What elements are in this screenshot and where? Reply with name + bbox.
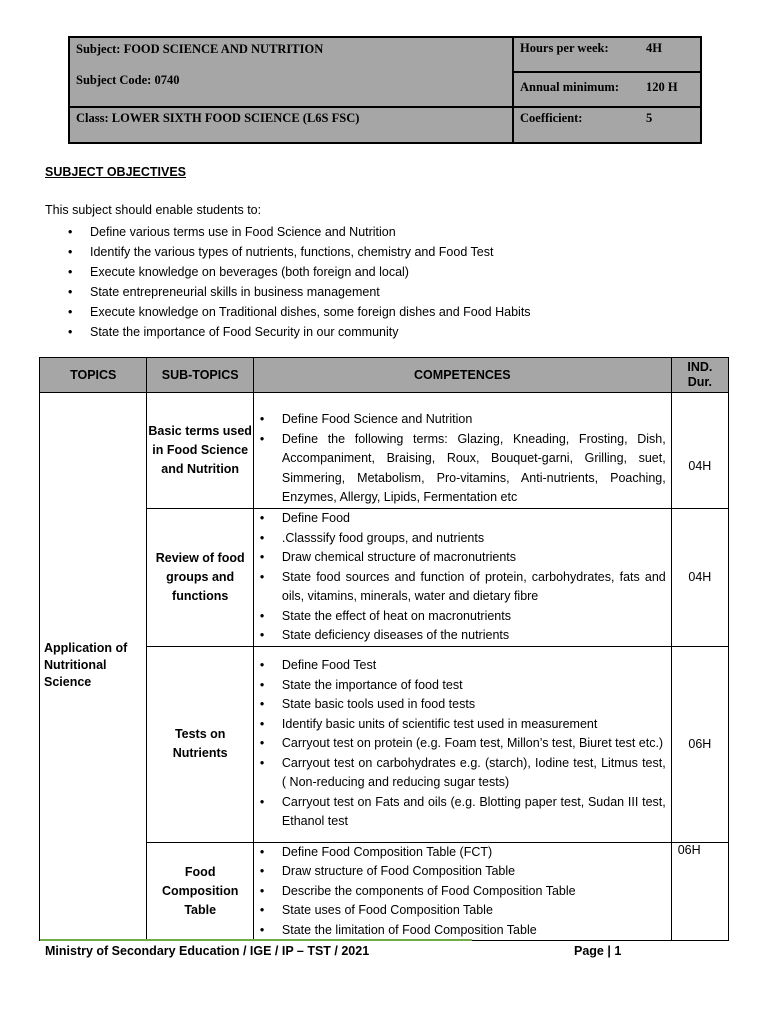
competence-item: • Carryout test on carbohydrates e.g. (starch), Iodine test, Litmus test, ( Non-reducing and reducing sugar tests) <box>254 754 671 793</box>
footer-page-number: Page | 1 <box>574 944 622 958</box>
header-duration <box>671 358 728 393</box>
competences-list <box>254 509 671 646</box>
coefficient-label: Coefficient: <box>520 111 583 125</box>
header-subtopics: SUB-TOPICS <box>147 358 253 393</box>
subtopic-cell <box>147 842 253 941</box>
class-name: Class: LOWER SIXTH FOOD SCIENCE (L6S FSC) <box>76 111 360 125</box>
competence-item: • Define Food Science and Nutrition <box>254 410 671 430</box>
competence-item: • State the effect of heat on macronutrients <box>254 607 671 627</box>
subtopic-cell <box>147 509 253 647</box>
competence-item: • Draw chemical structure of macronutrients <box>254 548 671 568</box>
competence-item: • Carryout test on protein (e.g. Foam test, Millon’s test, Biuret test etc.) <box>254 734 671 754</box>
objectives-title: SUBJECT OBJECTIVES <box>45 165 187 179</box>
competences-list <box>254 410 671 508</box>
objective-item: • Identify the various types of nutrients, functions, chemistry and Food Test <box>68 242 531 262</box>
coefficient-value: 5 <box>646 111 653 125</box>
topic-cell <box>40 393 147 941</box>
competence-item: • State food sources and function of protein, carbohydrates, fats and oils, vitamins, minerals, water and dietary fibre <box>254 568 671 607</box>
subtopic-label: Food Composition Table <box>161 864 239 917</box>
annual-label: Annual minimum: <box>520 80 619 94</box>
header-competences: COMPETENCES <box>253 358 671 393</box>
topic-label: Application of Nutritional Science <box>44 641 128 689</box>
curriculum-table <box>39 357 729 941</box>
annual-cell <box>513 72 701 107</box>
footer-divider <box>40 939 472 941</box>
subtopic-label: Tests on Nutrients <box>172 727 228 760</box>
objectives-list <box>68 222 531 342</box>
objective-item: • Execute knowledge on Traditional dishes, some foreign dishes and Food Habits <box>68 302 531 322</box>
hours-cell <box>513 37 701 72</box>
class-cell <box>69 107 513 143</box>
competence-item: • State basic tools used in food tests <box>254 695 671 715</box>
competences-cell <box>253 646 671 842</box>
competence-item: • State deficiency diseases of the nutrients <box>254 626 671 646</box>
table-header-row <box>40 358 729 393</box>
hours-value: 4H <box>646 41 662 55</box>
competence-item: • Draw structure of Food Composition Table <box>254 862 671 882</box>
duration-cell: 04H <box>671 509 728 647</box>
duration-cell: 04H <box>671 393 728 509</box>
competence-item: • Identify basic units of scientific test used in measurement <box>254 715 671 735</box>
subtopic-label: Basic terms used in Food Science and Nutrition <box>148 424 252 476</box>
subtopic-label: Review of food groups and functions <box>155 550 245 603</box>
duration-cell: 06H <box>671 646 728 842</box>
objective-item: • Define various terms use in Food Science and Nutrition <box>68 222 531 242</box>
subject-name: Subject: FOOD SCIENCE AND NUTRITION <box>76 42 324 56</box>
coefficient-cell <box>513 107 701 143</box>
subtopic-cell <box>147 646 253 842</box>
competences-cell <box>253 842 671 941</box>
subject-info-table <box>68 36 702 144</box>
subject-code: Subject Code: 0740 <box>76 73 180 87</box>
competence-item: • Describe the components of Food Composition Table <box>254 882 671 902</box>
objective-item: • Execute knowledge on beverages (both foreign and local) <box>68 262 531 282</box>
competences-cell <box>253 393 671 509</box>
competence-item: • State the limitation of Food Composition Table <box>254 921 671 941</box>
header-duration-label: IND. Dur. <box>687 360 713 389</box>
annual-value: 120 H <box>646 80 678 94</box>
objective-item: • State entrepreneurial skills in business management <box>68 282 531 302</box>
subject-cell <box>69 37 513 107</box>
objective-item: • State the importance of Food Security in our community <box>68 322 531 342</box>
competence-item: • Define Food Composition Table (FCT) <box>254 843 671 863</box>
subtopic-cell <box>147 393 253 509</box>
competence-item: • Carryout test on Fats and oils (e.g. Blotting paper test, Sudan III test, Ethanol test <box>254 793 671 832</box>
competence-item: • State the importance of food test <box>254 676 671 696</box>
competences-list <box>254 656 671 832</box>
competence-item: • .Classsify food groups, and nutrients <box>254 529 671 549</box>
objectives-intro: This subject should enable students to: <box>45 203 262 217</box>
competence-item: • Define Food Test <box>254 656 671 676</box>
footer-ministry: Ministry of Secondary Education / IGE / IP – TST / 2021 <box>45 944 370 958</box>
competence-item: • Define Food <box>254 509 671 529</box>
hours-label: Hours per week: <box>520 41 609 55</box>
competence-item: • State uses of Food Composition Table <box>254 901 671 921</box>
competences-cell <box>253 509 671 647</box>
table-row <box>40 393 729 509</box>
competence-item: • Define the following terms: Glazing, Kneading, Frosting, Dish, Accompaniment, Braising, Roux, Bouquet-garni, Grilling, suet, Simmering, Metabolism, Pro-vitamins, Anti-nutrients, Poaching, Enzymes, Allergy, Lipids, Fermentation etc <box>254 430 671 508</box>
duration-cell: 06H <box>671 842 728 941</box>
competences-list <box>254 843 671 941</box>
header-topics: TOPICS <box>40 358 147 393</box>
